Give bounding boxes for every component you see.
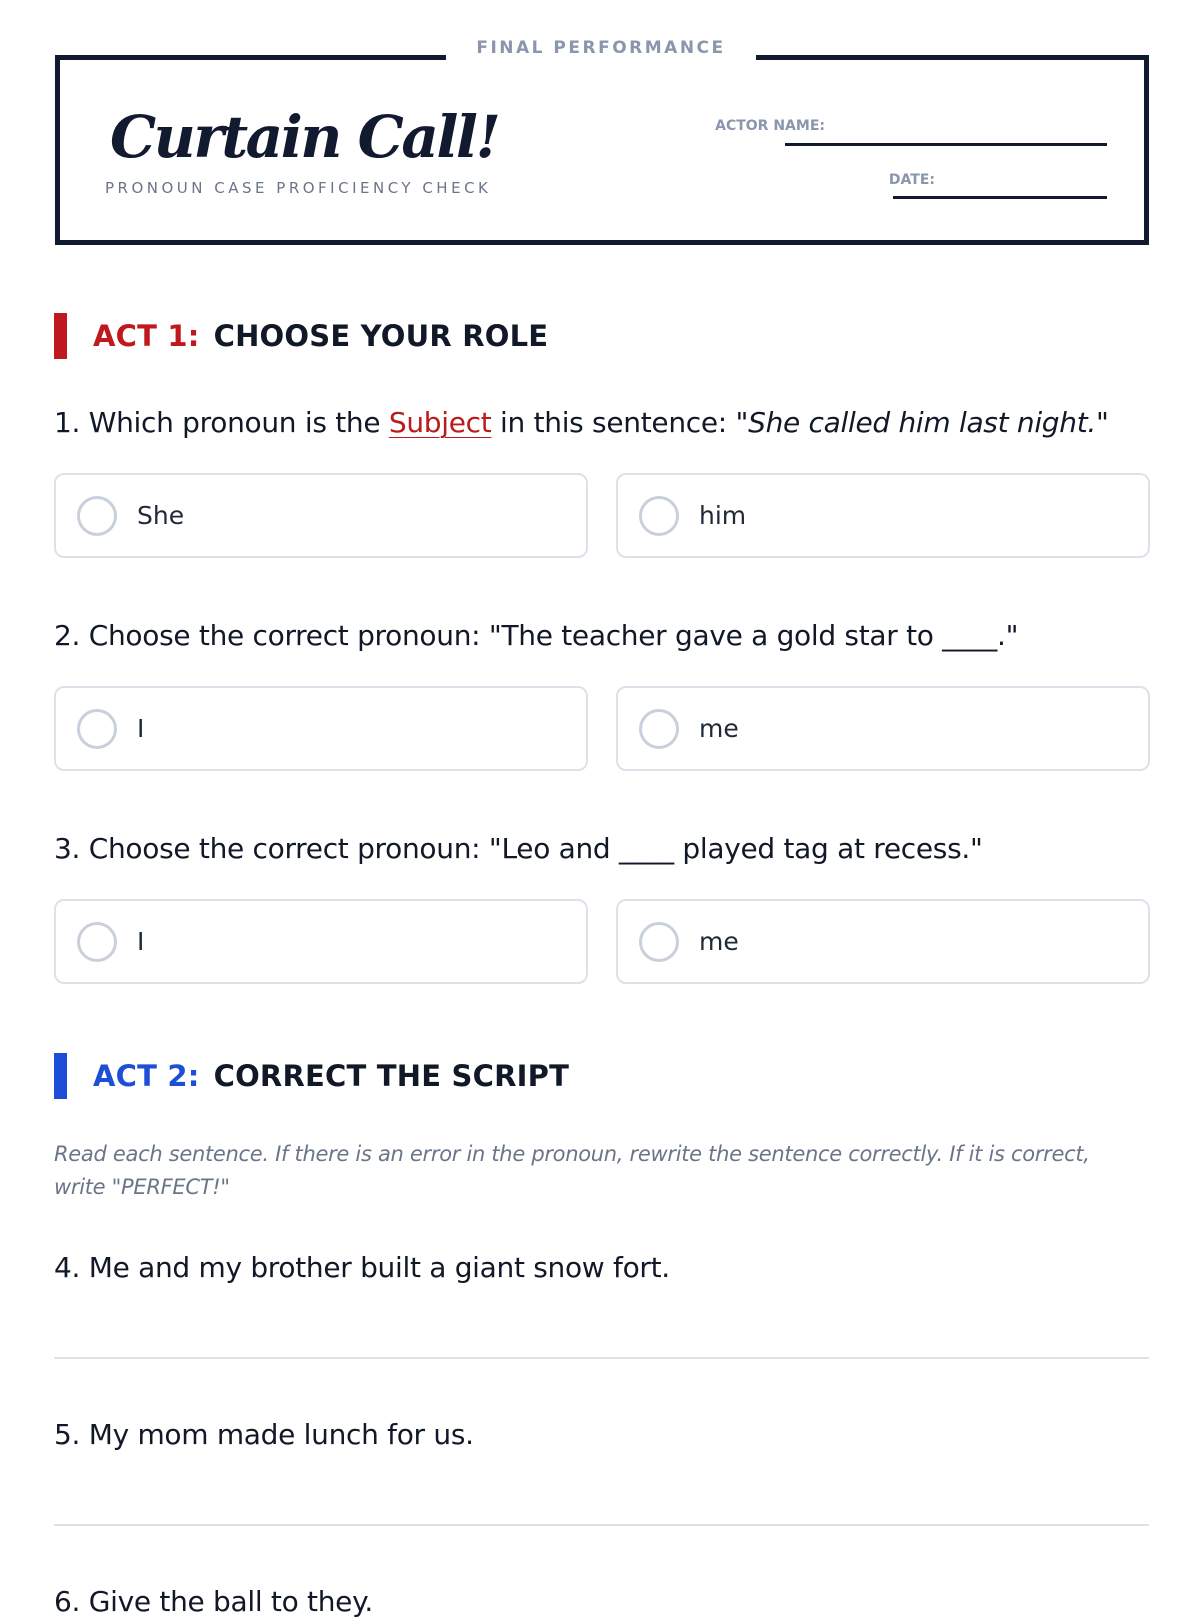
q2-option-i[interactable] bbox=[54, 686, 588, 771]
actor-name-field[interactable] bbox=[785, 143, 1107, 146]
header-box bbox=[55, 55, 1149, 245]
question-5: 5. My mom made lunch for us. bbox=[54, 1418, 474, 1451]
question-4: 4. Me and my brother built a giant snow fort. bbox=[54, 1251, 670, 1284]
act1-title: CHOOSE YOUR ROLE bbox=[213, 319, 549, 353]
date-label: DATE: bbox=[888, 172, 935, 188]
option-label: She bbox=[137, 501, 185, 530]
actor-name-label: ACTOR NAME: bbox=[715, 118, 825, 134]
answer-line-4[interactable] bbox=[54, 1357, 1149, 1359]
q1-option-him[interactable] bbox=[616, 473, 1150, 558]
worksheet-title: Curtain Call! bbox=[110, 103, 499, 171]
question-1-sentence: She called him last night. bbox=[748, 406, 1096, 439]
date-field[interactable] bbox=[893, 196, 1107, 199]
question-2: 2. Choose the correct pronoun: "The teacher gave a gold star to ____." bbox=[54, 619, 1019, 652]
radio-button[interactable] bbox=[639, 496, 679, 536]
radio-button[interactable] bbox=[639, 709, 679, 749]
q1-option-she[interactable] bbox=[54, 473, 588, 558]
act1-label: ACT 1: bbox=[93, 319, 200, 353]
act2-heading bbox=[54, 1053, 569, 1099]
option-label: me bbox=[699, 927, 739, 956]
option-label: him bbox=[699, 501, 747, 530]
question-3: 3. Choose the correct pronoun: "Leo and ____ played tag at recess." bbox=[54, 832, 983, 865]
option-label: me bbox=[699, 714, 739, 743]
question-1 bbox=[54, 405, 1154, 441]
act2-title: CORRECT THE SCRIPT bbox=[213, 1059, 570, 1093]
q3-option-i[interactable] bbox=[54, 899, 588, 984]
q2-option-me[interactable] bbox=[616, 686, 1150, 771]
option-label: I bbox=[137, 714, 145, 743]
act2-accent-bar bbox=[54, 1053, 67, 1099]
radio-button[interactable] bbox=[77, 496, 117, 536]
act2-label: ACT 2: bbox=[93, 1059, 200, 1093]
question-1-middle: in this sentence: " bbox=[491, 406, 749, 439]
answer-line-5[interactable] bbox=[54, 1524, 1149, 1526]
question-1-prefix: 1. Which pronoun is the bbox=[54, 406, 389, 439]
radio-button[interactable] bbox=[639, 922, 679, 962]
worksheet-subtitle: PRONOUN CASE PROFICIENCY CHECK bbox=[105, 179, 492, 197]
header-eyebrow: FINAL PERFORMANCE bbox=[446, 34, 756, 62]
option-label: I bbox=[137, 927, 145, 956]
q3-option-me[interactable] bbox=[616, 899, 1150, 984]
question-6: 6. Give the ball to they. bbox=[54, 1585, 373, 1618]
radio-button[interactable] bbox=[77, 922, 117, 962]
act1-accent-bar bbox=[54, 313, 67, 359]
act1-heading bbox=[54, 313, 548, 359]
question-1-keyword: Subject bbox=[388, 406, 492, 439]
radio-button[interactable] bbox=[77, 709, 117, 749]
act2-instructions: Read each sentence. If there is an error in the pronoun, rewrite the sentence correctly. If it is correct, write "PERFECT!" bbox=[54, 1142, 1090, 1199]
question-1-suffix: " bbox=[1096, 406, 1109, 439]
